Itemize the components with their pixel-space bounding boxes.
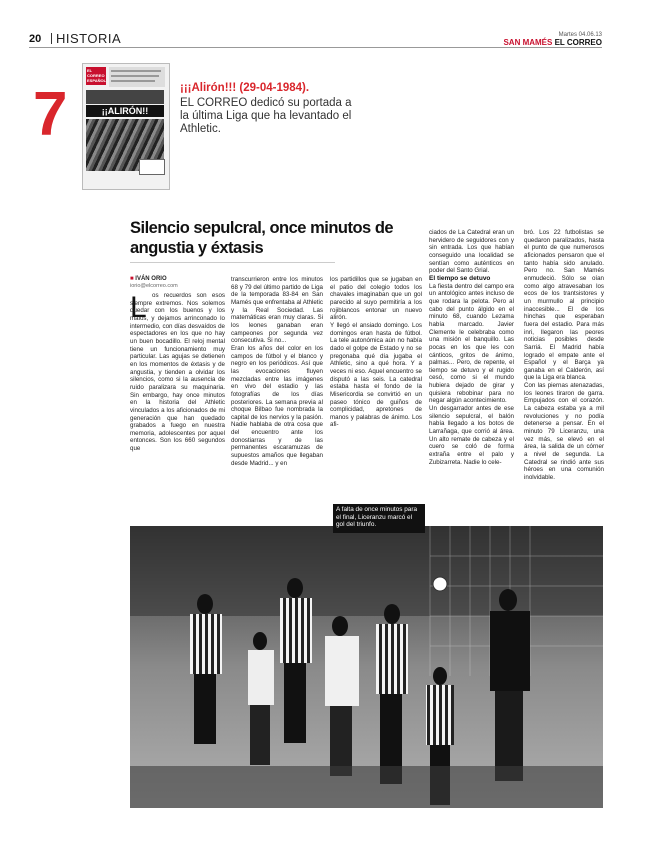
match-photo-drawing xyxy=(130,526,603,808)
headline-rule xyxy=(130,262,335,263)
article-column-5 xyxy=(524,229,604,482)
cover-photo-top xyxy=(86,90,164,104)
column-4-text-b: La fiesta dentro del campo era un antológico antes incluso de que rodara la pelota. Pero al cabo del punto álgido en el minuto 68, cuando Lezama había marcado. Javier Clemente le celebraba como una misión el banquillo. Las pocas en los que les con cánticos, gritos de ánimo, palmas... Pero, de repente, el tiempo se detuvo y el rugido cesó, como si el mundo hubiera dejado de girar y quisiera rebobinar para no negar algún acontecimiento. Un desgarrador antes de ese silencio sepulcral, el balón había llegado a los botos de Larrañaga, que corrió al área. Un alto remate de cabeza y el cuero se coló de forma extraña entre el palo y Zubizarreta. Nadie lo cele- xyxy=(429,282,514,466)
header-separator xyxy=(51,33,52,44)
column-4-text-a: ciados de La Catedral eran un hervidero de seguidores con y sin entrada. Los que habían conseguido una localidad se sentían como auténticos en poder del Santo Grial. xyxy=(429,229,514,275)
author-name: IVÁN ORIO xyxy=(135,276,167,282)
page-number: 20 xyxy=(29,33,42,45)
newspaper-name xyxy=(503,38,602,47)
author-email: iorio@elcorreo.com xyxy=(130,283,178,289)
photo-caption: A falta de once minutos para el final, Liceranzu marcó el gol del triunfo. xyxy=(333,504,425,533)
match-photo xyxy=(130,526,603,808)
column-5-text: bró. Los 22 futbolistas se quedaron paralizados, hasta el punto de que numerosos aficionados pensaron que el tanto había sido anulado. Pero no. San Mamés enmudeció. Sólo se oían como algo atravesaban los ecos de los trantsistores y un murmullo al principio inaccesible... El de los hinchas que esperaban fuera del estadio. Para más inri, llegaron las peores noticias posibles desde Sarriá. El Madrid había logrado el empate ante el Español y el Barça ya ganaba en el Calderón, así que la Liga era blanca. Con las piernas atenazadas, los leones tiraron de garra. Empujados con el corazón. La cabeza estaba ya a mil revoluciones y no podía detenerse a pensar. En el minuto 79 Liceranzu, una vez más, se elevó en el área, la salida de un córner a nivel de segunda. La Catedral se rindió ante sus héroes en una comunión inolvidable. xyxy=(524,229,604,481)
teaser-title: ¡¡¡Alirón!!! (29-04-1984). xyxy=(180,82,310,94)
article-column-2 xyxy=(231,276,323,467)
cover-text-line xyxy=(111,80,155,82)
cover-text-line xyxy=(111,75,159,77)
cover-text-line xyxy=(111,70,161,72)
issue-date: Martes 04.06.13 xyxy=(558,32,602,38)
article-headline: Silencio sepulcral, once minutos de angustia y éxtasis xyxy=(130,219,394,257)
article-column-4 xyxy=(429,229,514,466)
section-title: HISTORIA xyxy=(56,31,122,46)
article-column-1 xyxy=(130,292,225,453)
teaser-number: 7 xyxy=(33,80,68,149)
column-2-text: transcurrieron entre los minutos 68 y 79 del último partido de Liga de la temporada 83-84 en San Mamés que enfrentaba al Athletic y la Real Sociedad. Las matemáticas eran muy claras. Si los leones ganaban eran campeones por segunda vez consecutiva. Si no... Eran los años del color en los campos de fútbol y el blanco y negro en los periódicos. Así que las evocaciones fluyen mezcladas entre las imágenes en vivo del estadio y las fotografías de los días posteriores. La semana previa al choque Bilbao fue nombrada la capital de los nervios y la pasión. Nadie hablaba de otra cosa que del encuentro ante los donostiarras y de las permanentes escaramuzas de supuestos amaños que llegaban desde Madrid... y en xyxy=(231,276,323,467)
article-column-3 xyxy=(330,276,422,429)
article-subheading: El tiempo se detuvo xyxy=(429,274,491,282)
cover-corner-box xyxy=(139,159,165,175)
byline xyxy=(130,276,167,282)
newspaper-cover-thumbnail xyxy=(82,63,170,190)
cover-masthead: EL CORREO ESPAÑOL xyxy=(87,68,107,83)
paper-name-black: EL CORREO xyxy=(554,38,602,47)
teaser-subtitle: EL CORREO dedicó su portada a la última Liga que ha levantado el Athletic. xyxy=(180,97,352,135)
header-rule xyxy=(29,47,602,48)
byline-marker: ■ xyxy=(130,276,134,282)
cover-headline: ¡¡ALIRÓN!! xyxy=(86,105,164,117)
paper-name-red: SAN MAMÉS xyxy=(503,38,553,47)
column-1-text: os recuerdos son esos siempre extremos. Nos solemos quedar con los buenos y los malos, y dejamos arrinconado lo intermedio, con días desvaídos de espectadores en los que no hay un buen bocadillo. El reloj mental tiene un funcionamiento muy particular. Las agujas se detienen en los momentos de éxtasis y de angustia, y tienden a olvidar los silencios, como si la ausencia de ruido paralizara su maquinaria. Sin embargo, hay once minutos en la historia del Athletic vinculados a los aficionados de mi generación que han quedado grabados a fuego en nuestra memoria, adolescentes por aquel entonces. Son los 660 segundos que xyxy=(130,292,225,453)
drop-cap: L xyxy=(130,291,147,324)
column-3-text: los partidillos que se jugaban en el patio del colegio todos los chavales imaginaban que un gol parecido al suyo permitiría a los rojiblancos entonar un nuevo alirón. Y llegó el ansiado domingo. Los domingos eran hasta de fútbol. La tele autonómica aún no había dado el golpe de Estado y no se pregonaba qué día jugaba el Athletic, sino a qué hora. Y a veces ni eso. Aquel encuentro se disputó a las seis. La catedral estaba hasta el fondo de la Misericordia se convirtió en un paseo tónico de guiños de complicidad, apretones de manos y palabras de ánimo. Los afi- xyxy=(330,276,422,429)
